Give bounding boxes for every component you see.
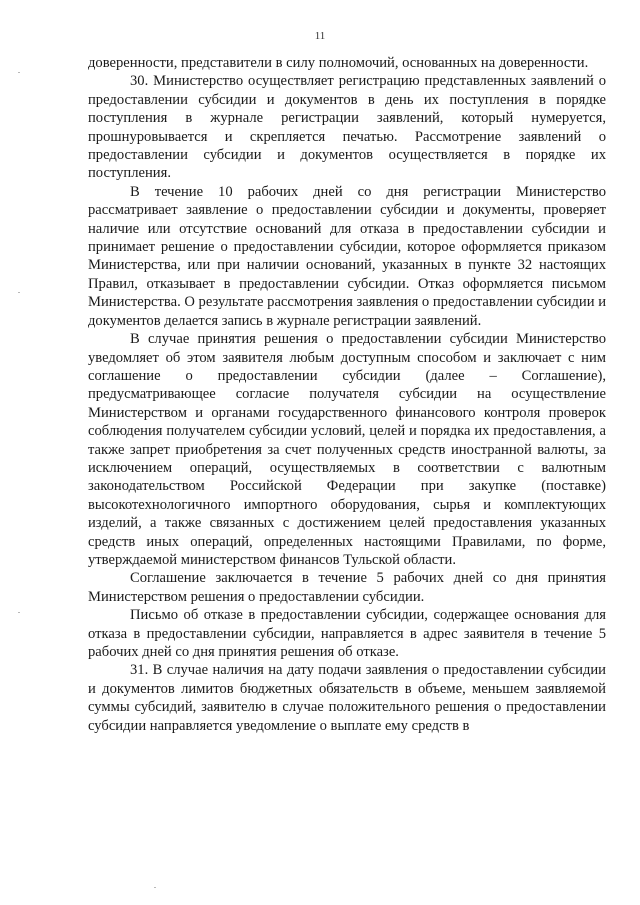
paragraph-continuation: доверенности, представители в силу полномочий, основанных на доверенности. — [88, 55, 589, 71]
paragraph-30: 30. Министерство осуществляет регистрацию представленных заявлений о предоставлении субсидии и документов в день их поступления в порядке поступления в журнале регистрации заявлений, который нумеруется, прошнуровывается и скрепляется печатью. Рассмотрение заявлений о предоставлении субсидии и документов осуществляется в порядке их поступления. — [88, 73, 606, 182]
scan-artifact — [18, 292, 20, 293]
page-number: 11 — [314, 30, 326, 42]
paragraph-review-period: В течение 10 рабочих дней со дня регистрации Министерство рассматривает заявление о предоставлении субсидии и документы, проверяет наличие или отсутствие оснований для отказа в предоставлении субсидии и принимает решение о предоставлении субсидии, которое оформляется приказом Министерства, или при наличии оснований, указанных в пункте 32 настоящих Правил, отказывает в предоставлении субсидии. Отказ оформляется письмом Министерства. О результате рассмотрения заявления о предоставлении субсидии и документов делается запись в журнале регистрации заявлений. — [88, 183, 607, 329]
paragraph-agreement: В случае принятия решения о предоставлении субсидии Министерство уведомляет об этом заявителя любым доступным способом и заключает с ним соглашение о предоставлении субсидии (далее – Соглашение), предусматривающее согласие получателя субсидии на осуществление Министерством и органами государственного финансового контроля проверок соблюдения получателем субсидии условий, целей и порядка их предоставления, а также запрет приобретения за счет полученных средств иностранной валюты, за исключением операций, осуществляемых в соответствии с валютным законодательством Российской Федерации при закупке (поставке) высокотехнологичного импортного оборудования, сырья и комплектующих изделий, а также связанных с достижением целей предоставления указанных средств иных операций, определенных настоящими Правилами, по форме, утверждаемой министерством финансов Тульской области. — [88, 331, 606, 568]
scan-artifact — [18, 612, 20, 613]
paragraph-agreement-term: Соглашение заключается в течение 5 рабочих дней со дня принятия Министерством решения о предоставлении субсидии. — [88, 570, 606, 605]
scan-artifact — [18, 72, 20, 73]
paragraph-31: 31. В случае наличия на дату подачи заявления о предоставлении субсидии и документов лимитов бюджетных обязательств в объеме, меньшем заявляемой суммы субсидий, заявителю в случае положительного решения о предоставлении субсидии направляется уведомление о выплате ему средств в — [88, 662, 606, 734]
paragraph-refusal-letter: Письмо об отказе в предоставлении субсидии, содержащее основания для отказа в предоставлении субсидии, направляется в адрес заявителя в течение 5 рабочих дней со дня принятия решения об отказе. — [88, 607, 606, 660]
document-body — [88, 54, 606, 735]
scan-artifact — [154, 887, 156, 888]
